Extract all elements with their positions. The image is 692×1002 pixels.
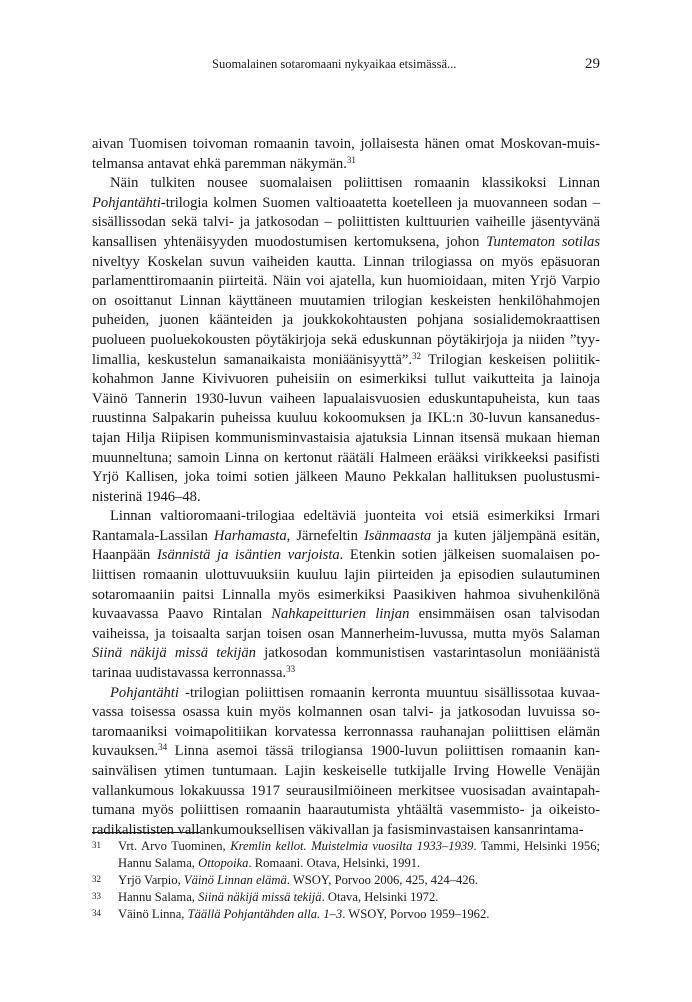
text-run: -trilogia kolmen Suomen valtioaatetta koetelleen ja muovanneen sodan – sisällissodan sekä talvi- ja jatkosodan – poliittisten kulttuurien vaiheille jäsentyvänä kansallisen yhtenäisyyden muodostumisen kertomuksena, johon [92,194,600,250]
italic-title: Pohjantähti [92,194,161,211]
text-run: . Tammi, Helsinki 1956; Hannu Salama, [118,839,600,870]
text-run: ensimmäisen osan talvisodan vaiheissa, ja toisaalta sarjan toisen osan Mannerheim-luvussa, mutta myös Salaman [92,606,600,642]
italic-title: Isännistä ja isäntien varjoista [156,547,340,564]
text-run: Näin tulkiten nousee suomalaisen poliittisen romaanin klassikoksi Linnan [110,175,600,192]
text-run: . WSOY, Porvoo 2006, 425, 424–426. [286,873,479,887]
footnote-rule [92,832,200,833]
footnote-text [118,907,489,921]
footnote-reference: 32 [411,350,421,361]
text-run: Trilogian keskeisen poliitikkohahmon Janne Kivivuoren puheisiin on esimerkiksi tullut vaikutteita ja lainoja Väinö Tannerin 1930-luvun vaiheen lapualaisvuosien eduskuntapuheista, kun taas ruustinna Salpakarin puheissa kuuluu kokoomuksen ja IKL:n 30-luvun kansanedustajan Hilja Riipisen kommunisminvastaisia ajatuksia Linnan itsensä mukaan hieman muunneltuna; samoin Linna on kertonut räätäli Halmeen erääksi virikkeeksi pasifisti Yrjö Kallisen, joka toimi sotien jälkeen Mauno Pekkalan hallituksen puolustusministerinä 1946–48. [92,351,600,505]
italic-title: Kremlin kellot. Muistelmia vuosilta 1933–1939 [230,839,474,853]
footnote-text [118,873,478,887]
text-run: Linnan valtioromaani-trilogiaa edeltäviä juonteita voi etsiä esimerkiksi Irmari Rantamala-Lassilan [92,508,600,544]
footnote [92,872,600,889]
text-run: Vrt. Arvo Tuominen, [118,839,231,853]
footnote-number: 32 [92,874,101,884]
text-run: Yrjö Varpio, [118,873,184,887]
paragraph [92,684,600,841]
footnotes [92,838,600,923]
footnote [92,889,600,906]
body-text [92,135,600,840]
page-number: 29 [585,56,600,72]
text-run: aivan Tuomisen toivoman romaanin tavoin, jollaisesta hänen omat Moskovan-muistelmansa antavat ehkä paremman näkymän. [92,136,600,172]
footnote-text [118,890,438,904]
footnote [92,838,600,872]
text-run: -trilogian poliittisen romaanin kerronta muuntuu sisällissotaa kuvaavassa toisessa osassa kuin myös kolmannen osan talvi- ja jatkosodan luvuissa sotaromaaniksi voimapolitiikan korvatessa kerronnassa rauhanajan poliittisen elämän kuvauksen. [92,684,600,760]
text-run: ja kuten jäljempänä esitän, Haanpään [92,527,600,564]
footnote-reference: 31 [346,154,356,165]
text-run: . Romaani. Otava, Helsinki, 1991. [248,856,421,870]
footnote-reference: 34 [158,742,168,753]
text-run: Linna asemoi tässä trilogiansa 1900-luvun poliittisen romaanin kansainvälisen ytimen tuntumaan. Lajin keskeiselle tutkijalle Irving Howelle Venäjän vallankumous lokakuussa 1917 seurausilmiöineen merkitsee vuosisadan avaintapahtumana myös poliittisen romaanin haarautumista yhtäältä vasemmisto- ja oikeistoradikalististen vallankumouksellisen väkivallan ja fasisminvastaisen kansanrintama- [92,743,600,838]
footnote-number: 33 [92,891,101,901]
footnote-text [118,839,600,870]
italic-title: Siinä näkijä missä tekijän [92,645,256,662]
paragraph [92,135,600,174]
paragraph [92,174,600,507]
italic-title: Isänmaasta [363,527,432,544]
text-run: . Otava, Helsinki 1972. [321,890,439,904]
text-run: Hannu Salama, [118,890,199,904]
italic-title: Siinä näkijä missä tekijä [198,890,322,904]
italic-title: Täällä Pohjantähden alla. 1–3 [187,907,343,921]
italic-title: Tuntematon sotilas [486,233,600,250]
text-run: , Järnefeltin [286,527,364,544]
footnote-number: 31 [92,840,101,850]
italic-title: Nahkapeitturien linjan [271,606,410,623]
footnote-reference: 33 [286,664,296,675]
paragraph [92,507,600,683]
running-header [92,55,600,73]
text-run: niveltyy Koskelan suvun vaiheiden kautta. Linnan trilogiassa on myös epäsuoran parlamenttiromaanin piirteitä. Näin voi ajatella, kun huomioidaan, miten Yrjö Varpio on osoittanut Linnan käyttäneen muutamien trilogian keskeisten henkilöhahmojen puheiden, juonen käänteiden ja joukkokohtausten pohjana sosialidemokraattisen puolueen puoluekokousten pöytäkirjoja sekä eduskunnan pöytäkirjoja ja niiden ”tyylimallia, keskustelun samanaikaista moniäänisyyttä”. [92,253,600,368]
italic-title: Ottopoika [198,856,249,870]
italic-title: Pohjantähti [110,684,179,701]
text-run: . WSOY, Porvoo 1959–1962. [342,907,490,921]
italic-title: Harhamasta [213,527,287,544]
running-title: Suomalainen sotaromaani nykyaikaa etsimässä... [212,57,457,71]
text-run: . Etenkin sotien jälkeisen suomalaisen poliittisen romaanin ulottuvuuksiin kuuluu lajin piirteiden ja episodien sulautuminen sotaromaaniin paitsi Linnalla myös esimerkiksi Paasikiven hahmoa sivuhenkilönä kuvaavassa Paavo Rintalan [92,547,600,623]
text-run: Väinö Linna, [118,907,188,921]
footnote [92,906,600,923]
text-run: jatkosodan kommunistisen vastarintasolun moniäänistä tarinaa uudistavassa kerronnassa. [92,645,600,682]
footnote-number: 34 [92,908,101,918]
italic-title: Väinö Linnan elämä [183,873,287,887]
